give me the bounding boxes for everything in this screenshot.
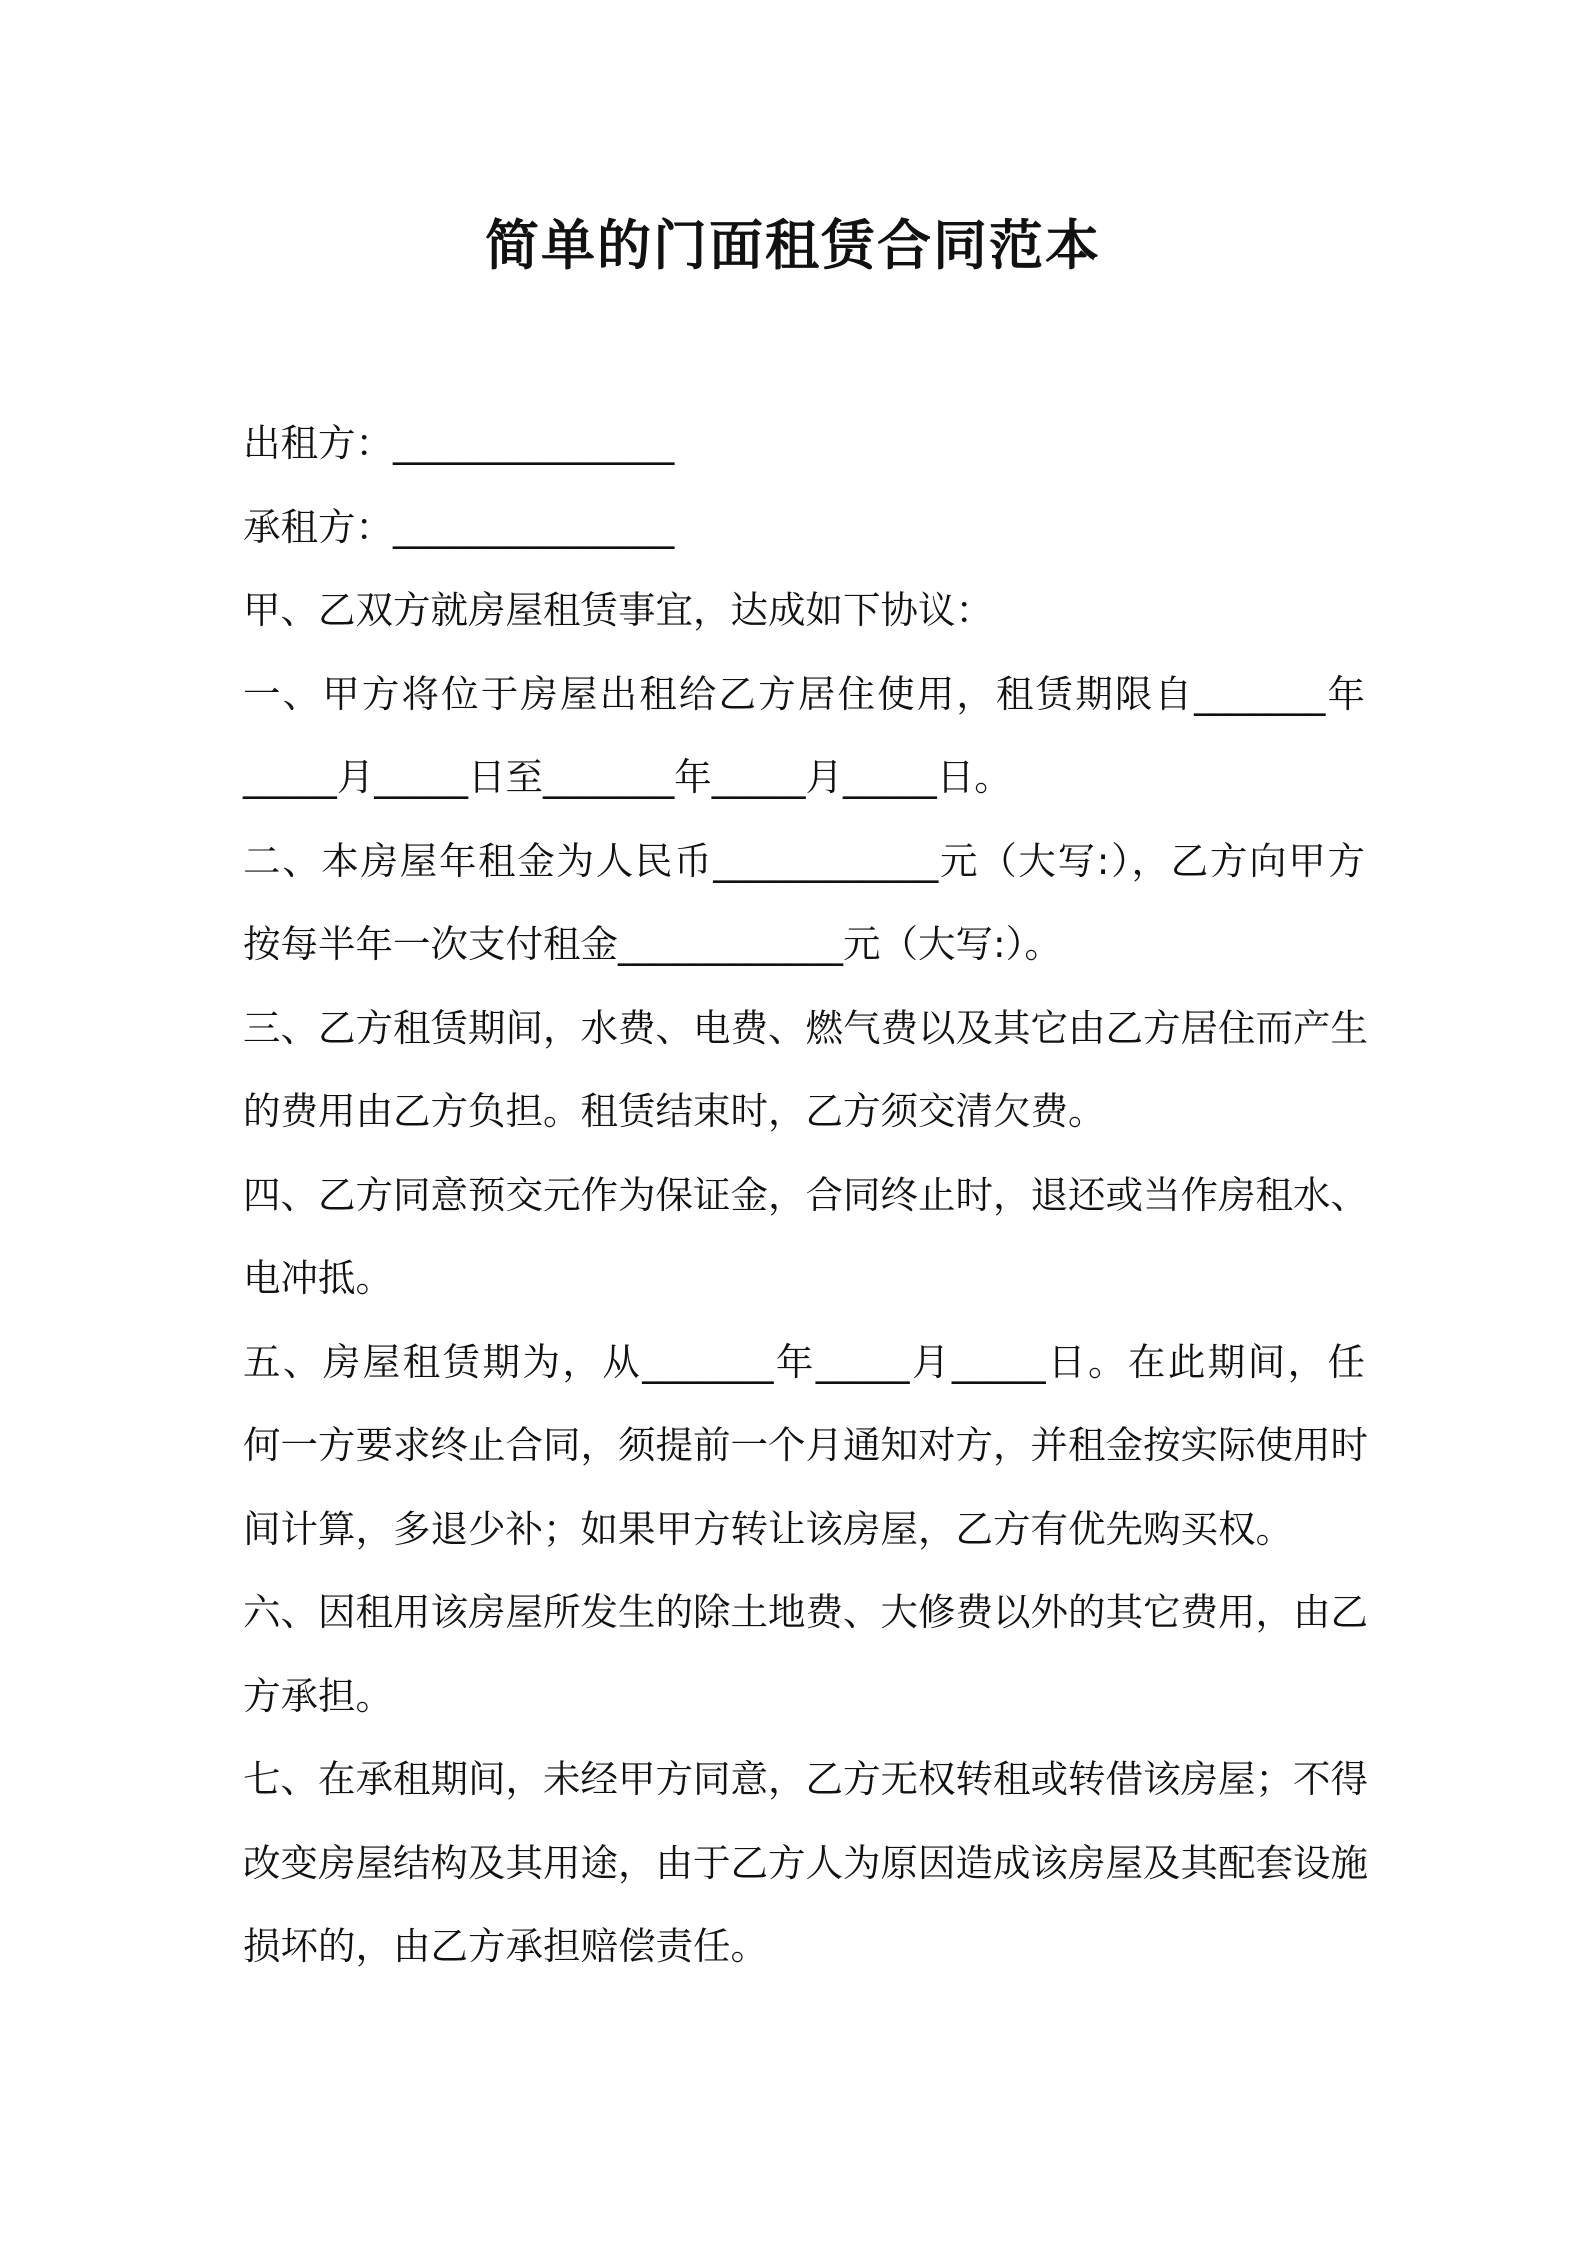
- clause-6-line-1: 六、因租用该房屋所发生的除土地费、大修费以外的其它费用，由乙: [243, 1590, 1368, 1634]
- clause-3-line-1: 三、乙方租赁期间，水费、电费、燃气费以及其它由乙方居住而产生: [243, 1005, 1368, 1050]
- clause-2-line-2: 按每半年一次支付租金____________元（大写:）。: [243, 922, 1062, 966]
- lessor-line: 出租方：_______________: [243, 421, 675, 465]
- clause-4-line-1: 四、乙方同意预交元作为保证金，合同终止时，退还或当作房租水、: [243, 1172, 1368, 1217]
- clause-4-line-2: 电冲抵。: [243, 1256, 393, 1300]
- lessee-line: 承租方：_______________: [243, 504, 675, 549]
- clause-1-line-1: 一、甲方将位于房屋出租给乙方居住使用，租赁期限自_______年: [243, 671, 1365, 716]
- agreement-intro-line: 甲、乙双方就房屋租赁事宜，达成如下协议：: [243, 588, 993, 632]
- document-title: 简单的门面租赁合同范本: [485, 214, 1101, 277]
- clause-3-line-2: 的费用由乙方负担。租赁结束时，乙方须交清欠费。: [243, 1089, 1106, 1133]
- clause-2-line-1: 二、本房屋年租金为人民币____________元（大写:），乙方向甲方: [243, 838, 1365, 883]
- clause-7-line-1: 七、在承租期间，未经甲方同意，乙方无权转租或转借该房屋；不得: [243, 1757, 1368, 1801]
- clause-5-line-3: 间计算，多退少补；如果甲方转让该房屋，乙方有优先购买权。: [243, 1506, 1293, 1551]
- clause-1-line-2: _____月_____日至_______年_____月_____日。: [243, 755, 1012, 799]
- clause-5-line-1: 五、房屋租赁期为，从_______年_____月_____日。在此期间，任: [243, 1339, 1365, 1384]
- contract-body: [243, 402, 1368, 1989]
- clause-5-line-2: 何一方要求终止合同，须提前一个月通知对方，并租金按实际使用时: [243, 1423, 1368, 1467]
- clause-7-line-3: 损坏的，由乙方承担赔偿责任。: [243, 1924, 768, 1968]
- clause-6-line-2: 方承担。: [243, 1673, 393, 1718]
- clause-7-line-2: 改变房屋结构及其用途，由于乙方人为原因造成该房屋及其配套设施: [243, 1840, 1368, 1885]
